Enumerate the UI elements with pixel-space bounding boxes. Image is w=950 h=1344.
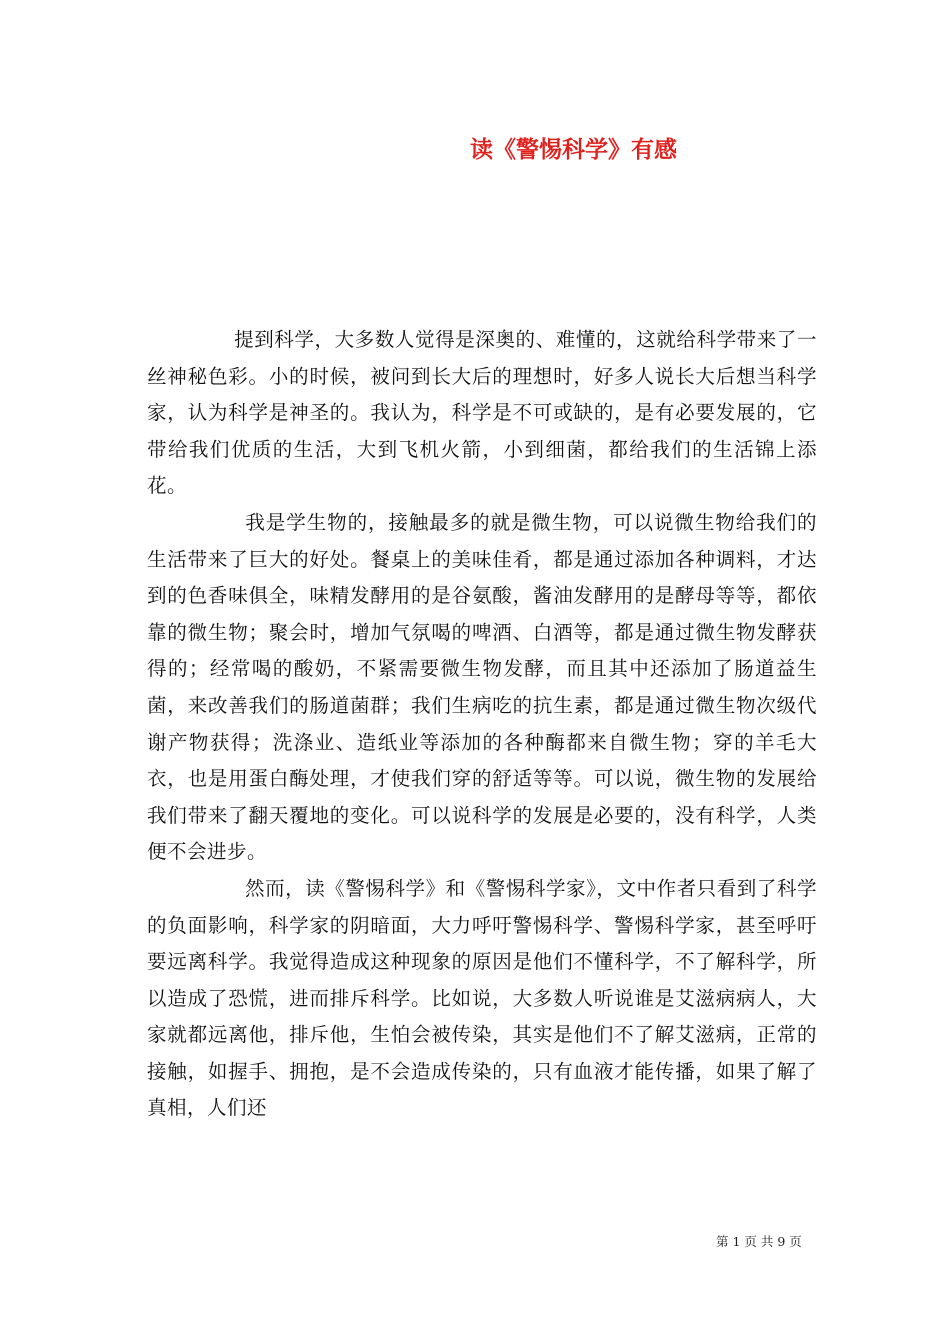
paragraph-text: 然而，读《警惕科学》和《警惕科学家》，文中作者只看到了科学的负面影响，科学家的阴暗面，大力呼吁警惕科学、警惕科学家，甚至呼吁要远离科学。我觉得造成这种现象的原因是他们不懂科学，不了解科学，所以造成了恐慌，进而排斥科学。比如说，大多数人听说谁是艾滋病病人，大家就都远离他，排斥他，生怕会被传染，其实是他们不了解艾滋病，正常的接触，如握手、拥抱，是不会造成传染的，只有血液才能传播，如果了解了真相，人们还 xyxy=(147,876,817,1120)
document-title: 读《警惕科学》有感 xyxy=(470,136,677,163)
paragraph-1 xyxy=(147,322,817,505)
document-body xyxy=(147,322,817,1127)
page-number-footer: 第 1 页 共 9 页 xyxy=(716,1234,802,1249)
paragraph-3 xyxy=(147,871,817,1127)
paragraph-text: 我是学生物的，接触最多的就是微生物，可以说微生物给我们的生活带来了巨大的好处。餐桌上的美味佳肴，都是通过添加各种调料，才达到的色香味俱全，味精发酵用的是谷氨酸，酱油发酵用的是酵母等等，都依靠的微生物；聚会时，增加气氛喝的啤酒、白酒等，都是通过微生物发酵获得的；经常喝的酸奶，不紧需要微生物发酵，而且其中还添加了肠道益生菌，来改善我们的肠道菌群；我们生病吃的抗生素，都是通过微生物次级代谢产物获得；洗涤业、造纸业等添加的各种酶都来自微生物；穿的羊毛大衣，也是用蛋白酶处理，才使我们穿的舒适等等。可以说，微生物的发展给我们带来了翻天覆地的变化。可以说科学的发展是必要的，没有科学，人类便不会进步。 xyxy=(147,510,817,864)
paragraph-text: 提到科学，大多数人觉得是深奥的、难懂的，这就给科学带来了一丝神秘色彩。小的时候，被问到长大后的理想时，好多人说长大后想当科学家，认为科学是神圣的。我认为，科学是不可或缺的，是有必要发展的，它带给我们优质的生活，大到飞机火箭，小到细菌，都给我们的生活锦上添花。 xyxy=(147,328,817,498)
paragraph-2 xyxy=(147,505,817,871)
